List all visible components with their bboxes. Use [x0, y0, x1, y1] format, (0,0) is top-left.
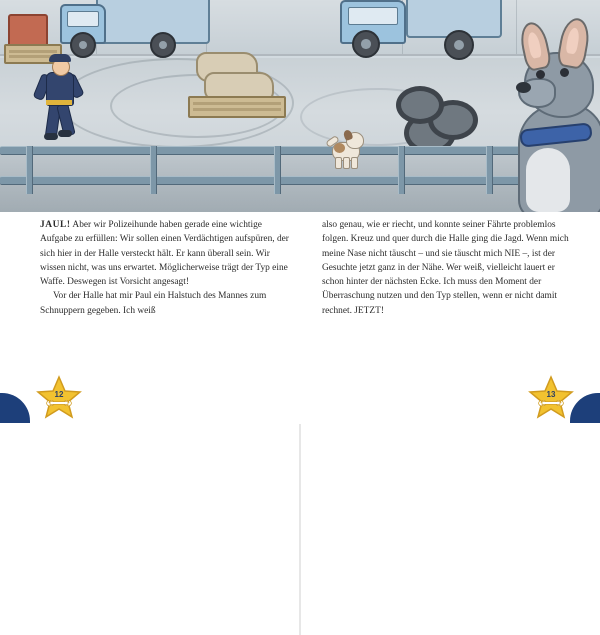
truck-window	[67, 11, 99, 27]
truck-wheel	[70, 32, 96, 58]
illustration-panel	[0, 0, 600, 212]
page-number-right: 13	[546, 390, 556, 399]
wooden-pallet	[188, 96, 286, 118]
running-policeman	[38, 56, 84, 142]
stacked-tyres	[396, 86, 444, 124]
dog-nose	[516, 82, 531, 93]
paragraph	[40, 289, 290, 318]
dog-leg	[351, 157, 358, 169]
truck-wheel	[444, 30, 474, 60]
paragraph	[40, 218, 290, 289]
dog-chest-fur	[526, 148, 570, 212]
truck-wheel	[150, 32, 176, 58]
bone-icon	[45, 399, 73, 407]
dog-leg	[343, 157, 350, 169]
railing-post	[486, 146, 493, 194]
large-dog-foreground	[500, 30, 600, 212]
railing-post	[274, 146, 281, 194]
railing-post	[398, 146, 405, 194]
paragraph-text: Aber wir Polizeihunde haben gerade eine wichtige Aufgabe zu erfüllen: Wir sollen einen Verdächtigen aufspüren, der sich hier in der Halle versteckt hält. Er kann überall sein. Wir wissen nicht, was uns erwartet. Möglicherweise trägt der Typ eine Waffe. Deswegen ist Vorsicht angesagt!	[40, 220, 289, 288]
page-number-badge-left	[36, 375, 82, 419]
dog-eye	[560, 68, 569, 77]
bone-icon	[537, 399, 565, 407]
policeman-shoe	[44, 133, 58, 140]
page-number-badge-right	[528, 375, 574, 419]
policeman-shoe	[58, 130, 72, 137]
paragraph-text: Vor der Halle hat mir Paul ein Halstuch des Mannes zum Schnuppern gegeben. Ich weiß	[40, 291, 267, 316]
page-gutter	[299, 424, 301, 635]
truck-wheel	[352, 30, 380, 58]
exclamation-jaul: JAUL!	[40, 220, 71, 230]
dog-eye	[536, 70, 545, 79]
page-number-left: 12	[54, 390, 64, 399]
railing-post	[26, 146, 33, 194]
red-barrel	[8, 14, 48, 48]
paragraph	[322, 218, 572, 318]
policeman-belt	[46, 100, 72, 105]
small-dog	[330, 132, 364, 168]
dog-fur-patch	[334, 143, 345, 153]
text-panel	[0, 212, 600, 423]
police-cap	[49, 54, 71, 62]
dog-leg	[335, 157, 342, 169]
truck-window	[348, 7, 398, 25]
left-page-text	[40, 218, 290, 318]
railing-post	[150, 146, 157, 194]
right-page-text	[322, 218, 572, 318]
paragraph-text: also genau, wie er riecht, und konnte seiner Fährte problemlos folgen. Kreuz und quer durch die Halle ging die Jagd. Wenn mich meine Nase nicht täuscht – und sie täuscht mich NIE –, ist der Gesuchte jetzt ganz in der Nähe. Wer weiß, vielleicht lauert er schon hinter der nächsten Ecke. Ich muss den Moment der Überraschung nutzen und den Typ stellen, wenn er nicht damit rechnet. JETZT!	[322, 220, 569, 316]
